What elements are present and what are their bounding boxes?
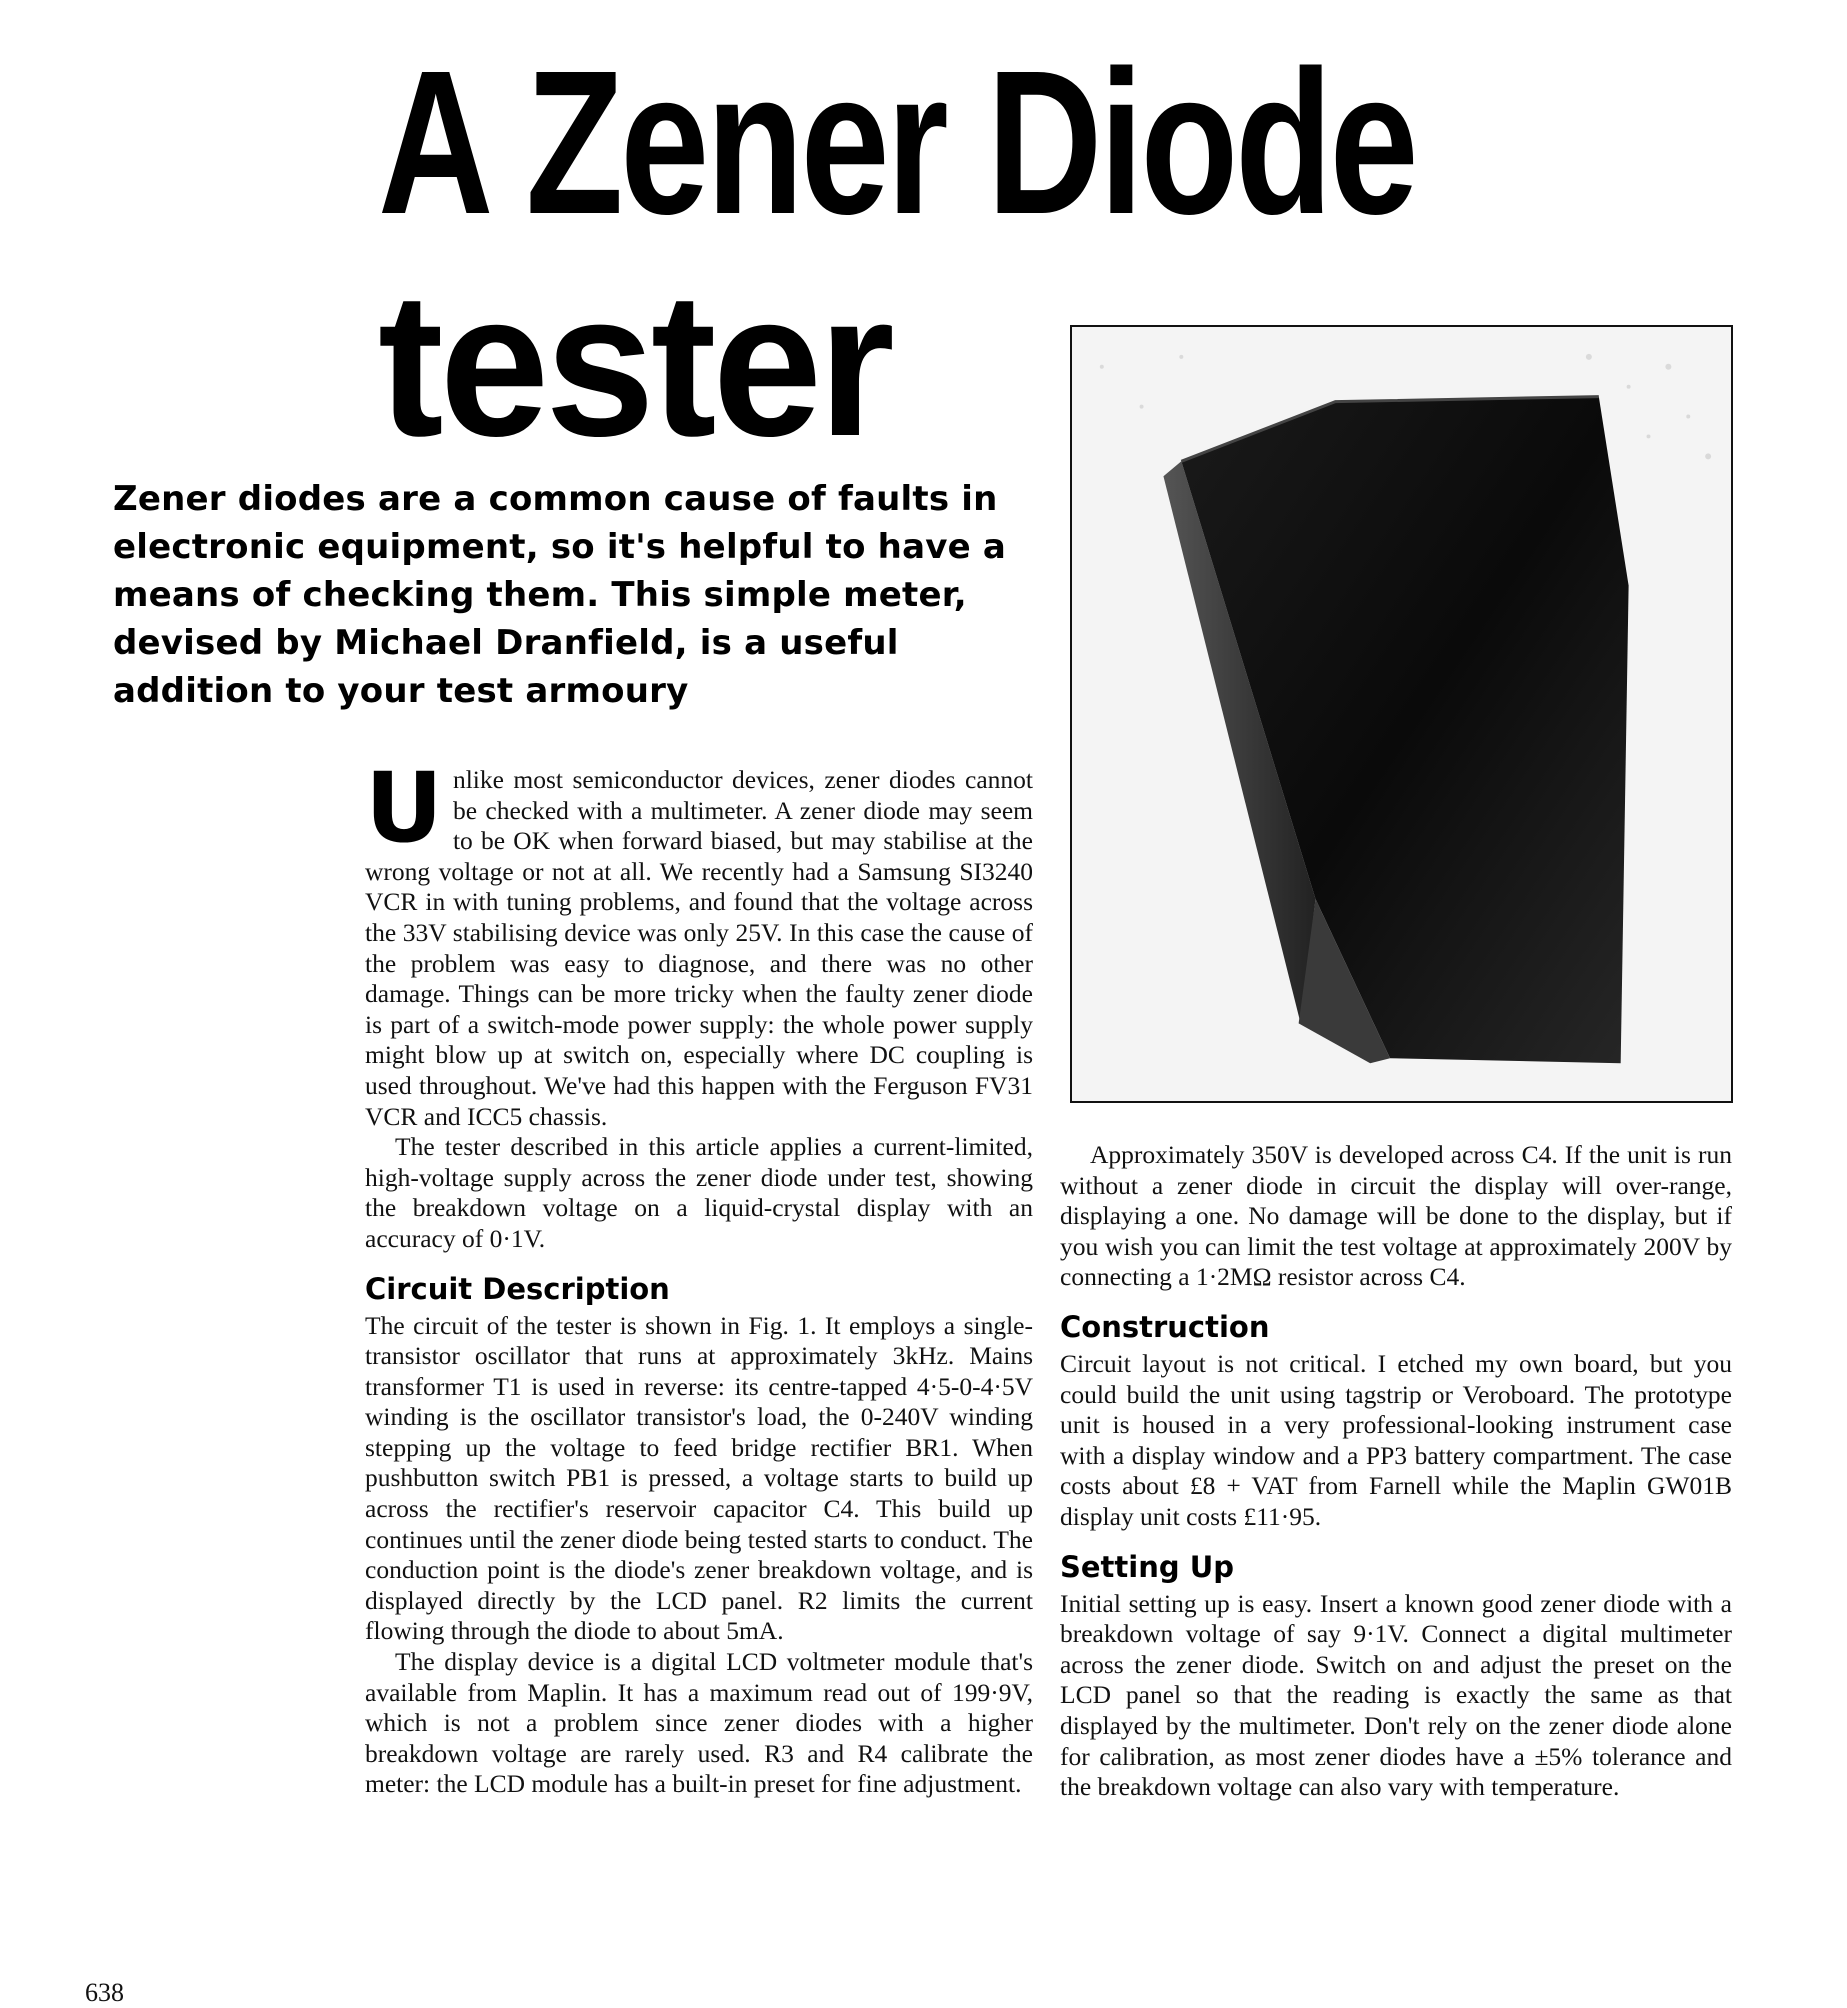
circuit-paragraph-1: The circuit of the tester is shown in Fig. 1. It employs a single-transistor oscillator that runs at approximately 3kHz. Mains transformer T1 is used in reverse: its centre-tapped 4·5-0-4·5V winding is the oscillator transistor's load, the 0-240V winding stepping up the voltage to feed bridge rectifier BR1. When pushbutton switch PB1 is pressed, a voltage starts to build up across the rectifier's reservoir capacitor C4. This build up continues until the zener diode being tested starts to conduct. The conduction point is the diode's zener breakdown voltage, and is displayed directly by the LCD panel. R2 limits the current flowing through the diode to about 5mA. — [365, 1310, 1033, 1646]
circuit-paragraph-2: The display device is a digital LCD voltmeter module that's available from Maplin. It has a maximum read out of 199·9V, which is not a problem since zener diodes with a higher breakdown voltage are rarely used. R3 and R4 calibrate the meter: the LCD module has a built-in preset for fine adjustment. — [365, 1647, 1033, 1799]
product-photo — [1070, 325, 1733, 1103]
instrument-case-image — [1072, 327, 1731, 1101]
headline-line-2: tester — [378, 250, 891, 479]
page-number: 638 — [85, 1978, 124, 2007]
circuit-heading: Circuit Description — [365, 1271, 670, 1306]
right-paragraph-1: Approximately 350V is developed across C4. If the unit is run without a zener diode in circuit the display will over-range, displaying a one. No damage will be done to the display, but if you wish you can limit the test voltage at approximately 200V by connecting a 1·2MΩ resistor across C4. — [1060, 1140, 1732, 1292]
left-column — [365, 752, 1033, 1800]
setting-up-paragraph: Initial setting up is easy. Insert a known good zener diode with a breakdown voltage of say 9·1V. Connect a digital multimeter across the zener diode. Switch on and adjust the preset on the LCD panel so that the reading is exactly the same as that displayed by the multimeter. Don't rely on the zener diode alone for calibration, as most zener diodes have a ±5% tolerance and the breakdown voltage can also vary with temperature. — [1060, 1588, 1732, 1802]
setting-up-heading: Setting Up — [1060, 1549, 1235, 1584]
intro-text-1: nlike most semiconductor devices, zener diodes cannot be checked with a multimeter. A zener diode may seem to be OK when forward biased, but may stabilise at the wrong voltage or not at all. We recently had a Samsung SI3240 VCR in with tuning problems, and found that the voltage across the 33V stabilising device was only 25V. In this case the cause of the problem was easy to diagnose, and there was no other damage. Things can be more tricky when the faulty zener diode is part of a switch-mode power supply: the whole power supply might blow up at switch on, especially where DC coupling is used throughout. We've had this happen with the Ferguson FV31 VCR and ICC5 chassis. — [365, 765, 1033, 1131]
drop-cap: U — [365, 752, 443, 864]
construction-paragraph: Circuit layout is not critical. I etched my own board, but you could build the unit using tagstrip or Veroboard. The prototype unit is housed in a very professional-looking instrument case with a display window and a PP3 battery compartment. The case costs about £8 + VAT from Farnell while the Maplin GW01B display unit costs £11·95. — [1060, 1348, 1732, 1531]
standfirst: Zener diodes are a common cause of faults in electronic equipment, so it's helpful to have a means of checking them. This simple meter, devised by Michael Dranfield, is a useful addition to your test armoury — [113, 479, 1007, 711]
construction-heading: Construction — [1060, 1309, 1270, 1344]
intro-paragraph-1 — [365, 752, 1033, 1132]
headline-line-1: A Zener Diode — [378, 28, 1416, 257]
intro-paragraph-2: The tester described in this article applies a current-limited, high-voltage supply across the zener diode under test, showing the breakdown voltage on a liquid-crystal display with an accuracy of 0·1V. — [365, 1132, 1033, 1253]
right-column — [1060, 1140, 1732, 1803]
